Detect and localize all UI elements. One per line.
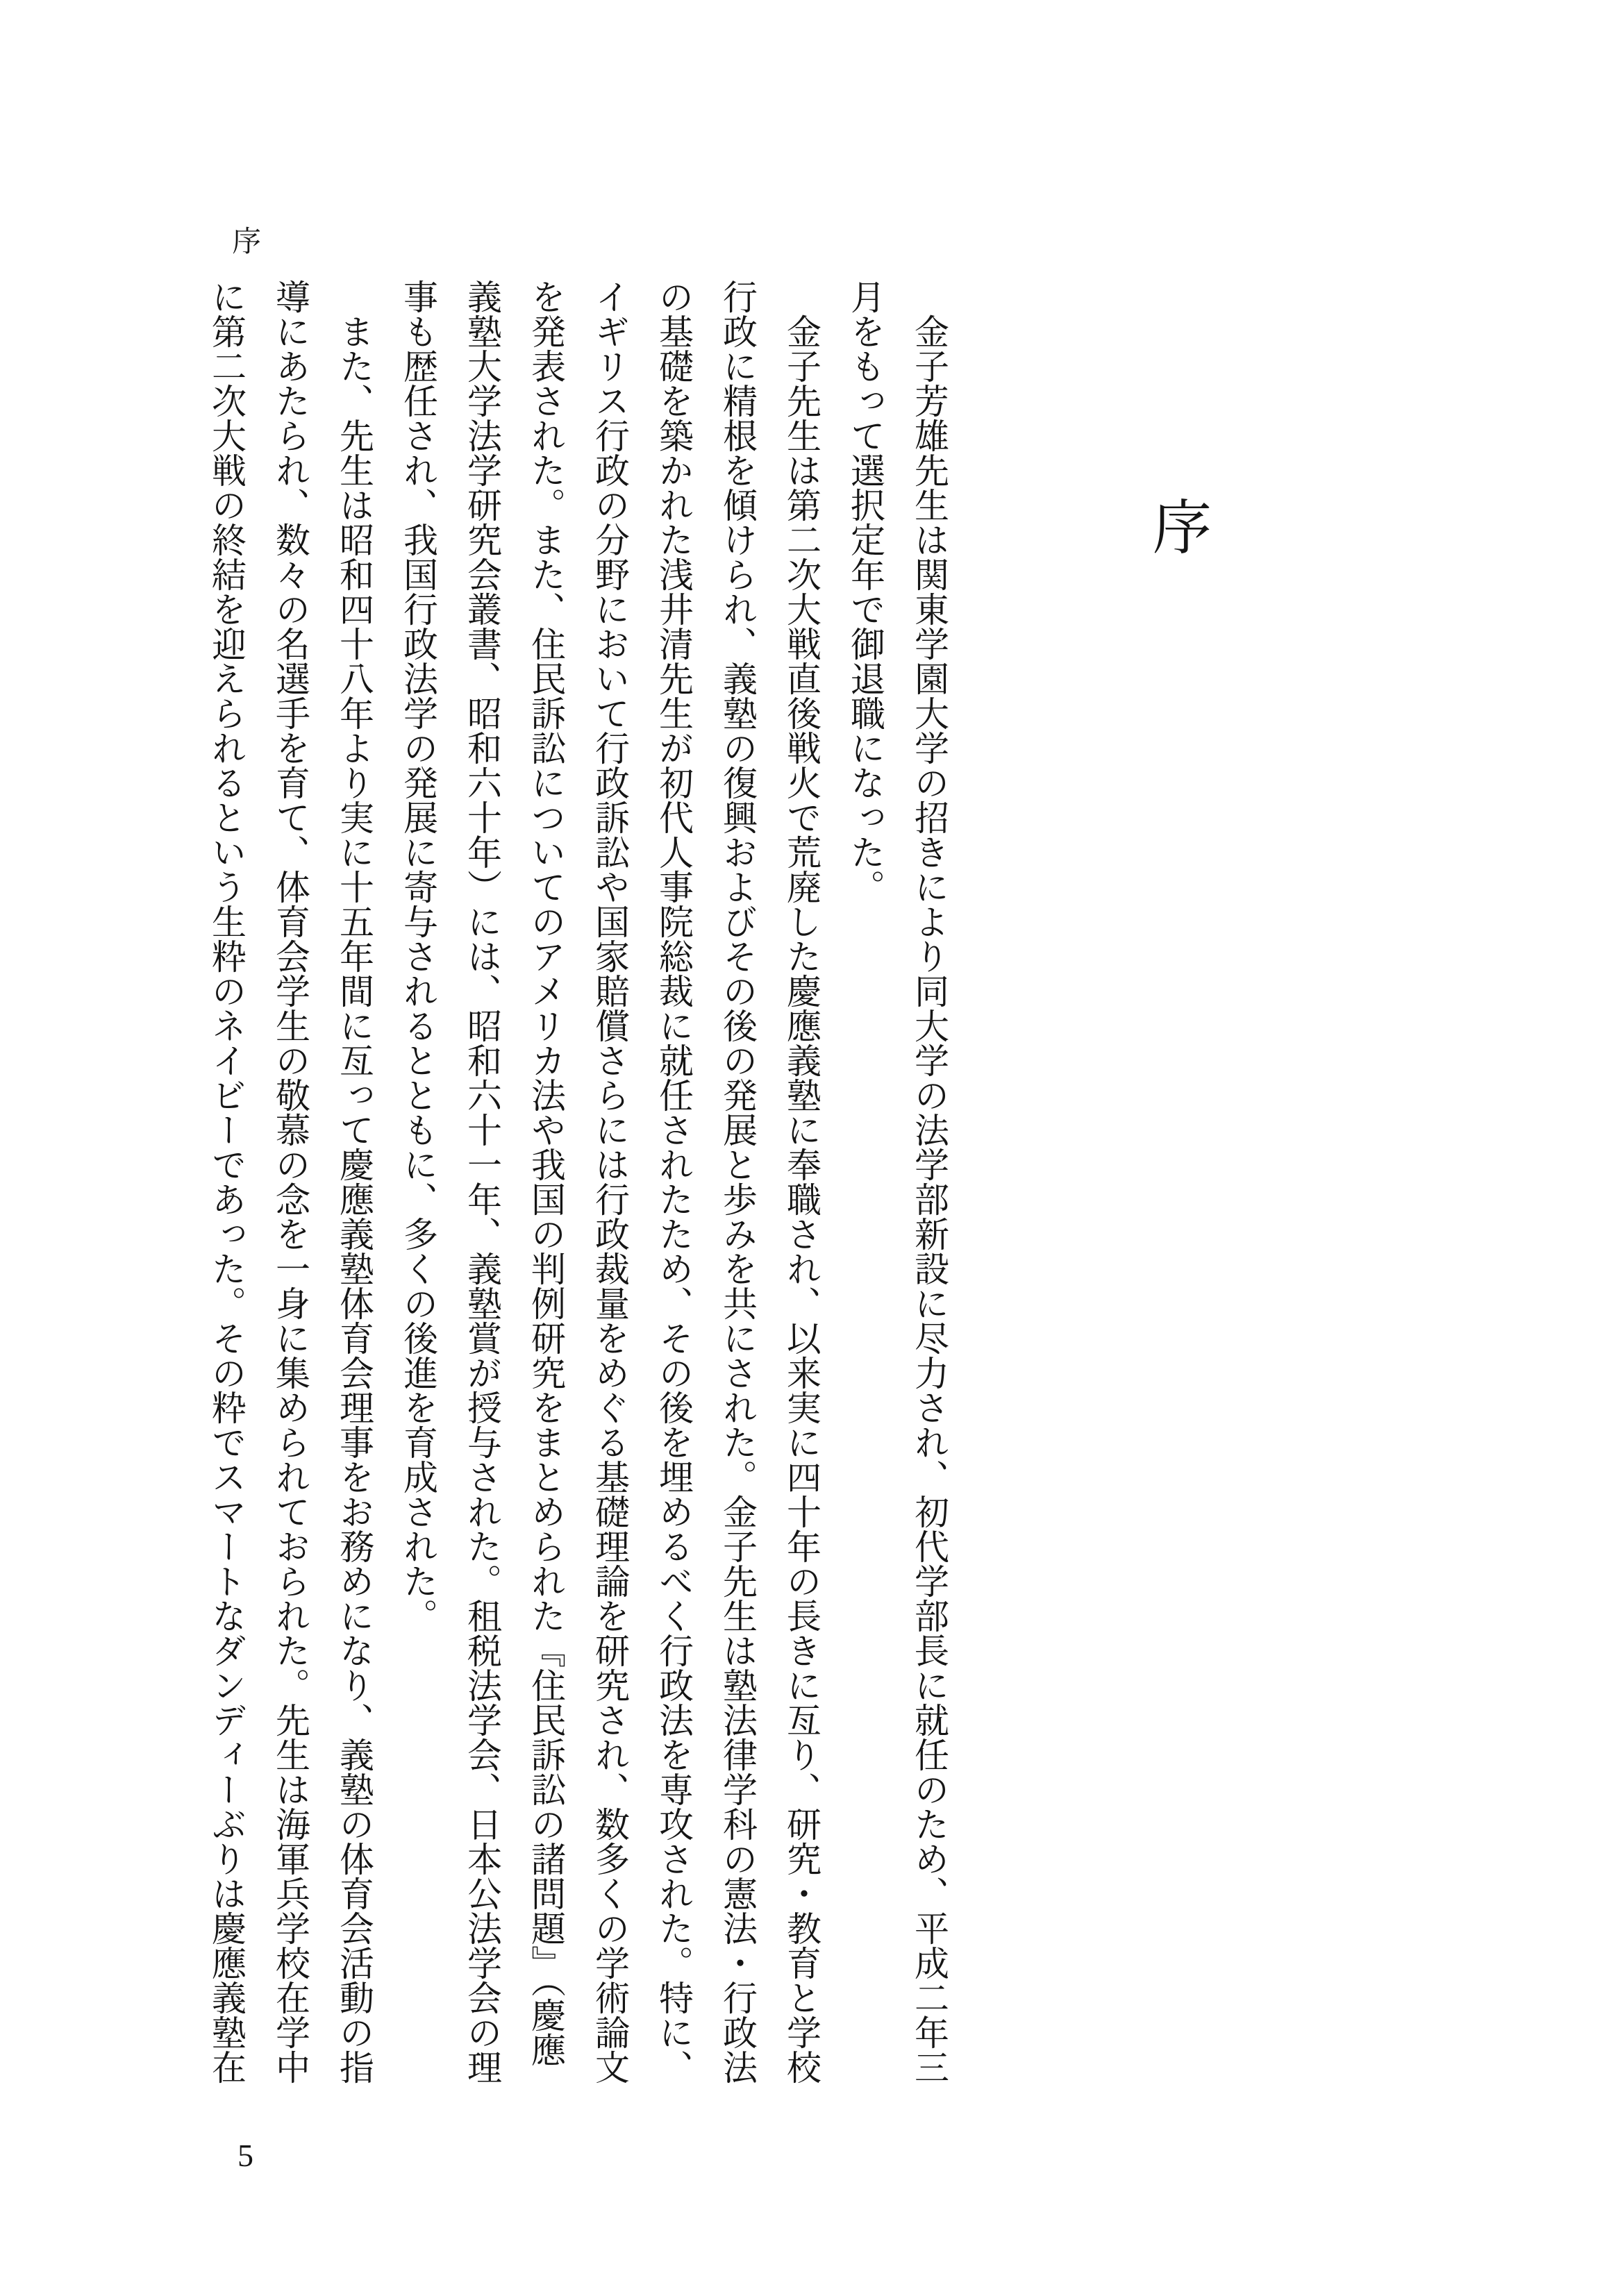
page-number: 5 <box>237 2138 253 2173</box>
text-line-4: 行政に精根を傾けられ、義塾の復興およびその後の発展と歩みを共にされた。金子先生は塾法律学科の憲法・行政法 <box>718 279 757 2084</box>
text-line-6: イギリス行政の分野において行政訴訟や国家賠償さらには行政裁量をめぐる基礎理論を研究され、数多くの学術論文 <box>590 279 629 2084</box>
running-header: 序 <box>232 226 262 258</box>
text-line-3: 金子先生は第二次大戦直後戦火で荒廃した慶應義塾に奉職され、以来実に四十年の長きに亙り、研究・教育と学校 <box>782 314 821 2084</box>
text-line-2: 月をもって選択定年で御退職になった。 <box>846 279 885 904</box>
text-line-8: 義塾大学法学研究会叢書、昭和六十年）には、昭和六十一年、義塾賞が授与された。租税法学会、日本公法学会の理 <box>462 279 501 2084</box>
text-line-11: 導にあたられ、数々の名選手を育て、体育会学生の敬慕の念を一身に集められておられた。先生は海軍兵学校在学中 <box>271 279 310 2084</box>
body-text <box>194 279 961 2098</box>
chapter-title: 序 <box>1152 495 1212 562</box>
text-line-7: を発表された。また、住民訴訟についてのアメリカ法や我国の判例研究をまとめられた『住民訴訟の諸問題』（慶應 <box>526 279 565 2067</box>
text-line-10: また、先生は昭和四十八年より実に十五年間に亙って慶應義塾体育会理事をお務めになり、義塾の体育会活動の指 <box>335 314 374 2084</box>
text-line-5: の基礎を築かれた浅井清先生が初代人事院総裁に就任されたため、その後を埋めるべく行政法を専攻された。特に、 <box>654 279 693 2084</box>
text-line-1: 金子芳雄先生は関東学園大学の招きにより同大学の法学部新設に尽力され、初代学部長に就任のため、平成二年三 <box>910 314 949 2084</box>
text-line-12: に第二次大戦の終結を迎えられるという生粋のネイビーであった。その粋でスマートなダンディーぶりは慶應義塾在 <box>207 279 246 2084</box>
text-line-9: 事も歴任され、我国行政法学の発展に寄与されるとともに、多くの後進を育成された。 <box>399 279 437 1633</box>
